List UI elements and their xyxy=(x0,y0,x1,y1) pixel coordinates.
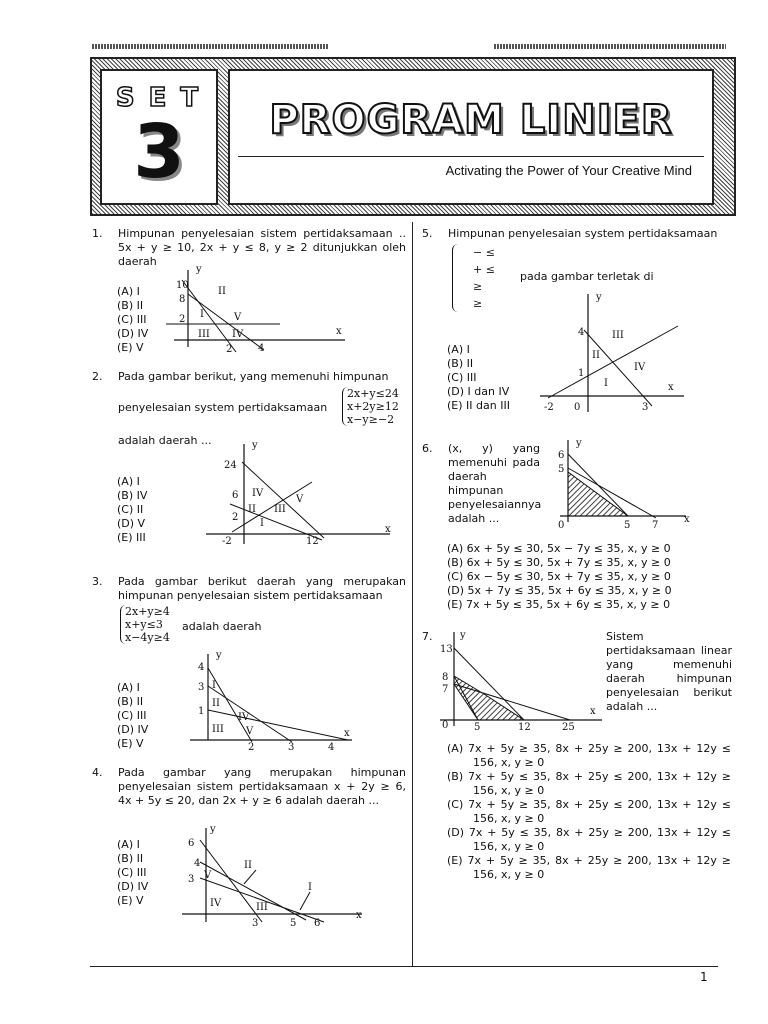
tick-0: 0 xyxy=(558,520,565,531)
region-V: V xyxy=(246,726,254,737)
option-c[interactable]: (C) III xyxy=(117,313,147,326)
tick-4: 4 xyxy=(194,858,201,869)
question-tail: adalah daerah xyxy=(182,620,262,633)
option-c[interactable]: (C) II xyxy=(117,503,144,516)
tick-2: 2 xyxy=(179,314,186,325)
option-c[interactable]: (C) III xyxy=(447,371,477,384)
page-number: 1 xyxy=(700,970,708,984)
q5-options xyxy=(447,343,510,413)
question-number: 1. xyxy=(92,227,103,240)
tick-x-3: 3 xyxy=(288,742,295,753)
x-label: x xyxy=(344,728,350,739)
question-tail: pada gambar terletak di xyxy=(520,270,654,283)
main-title: PROGRAM LINIER xyxy=(269,97,673,143)
option-d[interactable]: (D) IV xyxy=(117,880,149,893)
y-label: y xyxy=(460,630,466,641)
arrow-II xyxy=(244,870,256,884)
question-5-tail xyxy=(520,270,654,284)
q1-graph xyxy=(160,262,350,357)
question-text: Himpunan penyelesaian sistem pertidaksamaan .. 5x + y ≥ 10, 2x + y ≤ 8, y ≥ 2 ditunjukkan oleh daerah xyxy=(118,227,406,268)
x-label: x xyxy=(684,514,690,525)
q7-options xyxy=(447,742,731,882)
region-III: III xyxy=(274,504,286,515)
tick-0: 0 xyxy=(574,402,581,413)
tick-x-3: 3 xyxy=(252,918,259,929)
question-number: 7. xyxy=(422,630,433,643)
option-d[interactable]: (D) 5x + 7y ≤ 35, 5x + 6y ≤ 35, x, y ≥ 0 xyxy=(447,584,672,597)
subtitle: Activating the Power of Your Creative Mind xyxy=(445,163,692,178)
tick-x-12: 12 xyxy=(518,722,531,733)
option-c[interactable]: (C) III xyxy=(117,709,147,722)
question-text: (x, y) yang memenuhi pada daerah himpunan penyelesaiannya adalah ... xyxy=(448,442,542,525)
option-e[interactable]: (E) 7x + 5y ≤ 35, 5x + 6y ≤ 35, x, y ≥ 0 xyxy=(447,598,671,611)
option-d[interactable]: (D) 7x + 5y ≤ 35, 8x + 25y ≥ 200, 13x + 12y ≤ 156, x, y ≥ 0 xyxy=(447,826,731,853)
option-e[interactable]: (E) III xyxy=(117,531,146,544)
region-I: I xyxy=(604,378,608,389)
option-d[interactable]: (D) V xyxy=(117,517,146,530)
y-label: y xyxy=(210,824,216,835)
q5-graph xyxy=(538,290,688,420)
tick-x-4: 4 xyxy=(258,343,265,354)
ineq-2: x+y≤3 xyxy=(125,618,163,631)
ineq-2: x+2y≥12 xyxy=(347,400,399,413)
y-label: y xyxy=(216,650,222,661)
region-I: I xyxy=(260,518,264,529)
tick-3: 3 xyxy=(188,874,195,885)
region-I: I xyxy=(212,680,216,691)
region-IV: IV xyxy=(238,712,250,723)
question-text-b: penyelesaian system pertidaksamaan xyxy=(118,401,328,414)
shaded-region xyxy=(568,472,628,516)
y-label: y xyxy=(576,438,582,449)
ineq-1: 2x+y≥4 xyxy=(125,605,170,618)
tick-12: 12 xyxy=(306,536,319,547)
ineq-3: x−y≥−2 xyxy=(347,413,395,426)
ineq-1: 2x+y≤24 xyxy=(347,387,399,400)
top-decoration-left xyxy=(92,44,328,49)
tick-x-6: 6 xyxy=(314,918,321,929)
region-III: III xyxy=(212,724,224,735)
region-IV: IV xyxy=(210,898,222,909)
shaded-region xyxy=(454,676,524,720)
q7-graph xyxy=(430,628,606,736)
tick-neg2: -2 xyxy=(544,402,554,413)
tick-1: 1 xyxy=(198,706,205,717)
tick-x-2: 2 xyxy=(226,344,233,355)
option-d[interactable]: (D) IV xyxy=(117,327,149,340)
y-label: y xyxy=(252,440,258,451)
option-d[interactable]: (D) I dan IV xyxy=(447,385,510,398)
option-e[interactable]: (E) V xyxy=(117,737,144,750)
ineq-1: − ≤ xyxy=(473,246,495,259)
x-label: x xyxy=(336,326,342,337)
question-3-tail xyxy=(182,620,261,634)
q2-graph xyxy=(200,440,400,550)
q4-options xyxy=(117,838,148,908)
q3-options xyxy=(117,681,148,751)
tick-3: 3 xyxy=(642,402,649,413)
question-text: Sistem pertidaksamaan linear yang memenuhi daerah himpunan penyelesaian berikut adalah ... xyxy=(606,630,732,713)
q1-options xyxy=(117,285,148,355)
option-b[interactable]: (B) II xyxy=(117,852,144,865)
question-text: Pada gambar berikut daerah yang merupakan himpunan penyelesaian sistem pertidaksamaan xyxy=(118,575,406,602)
region-II: II xyxy=(248,504,256,515)
region-II: II xyxy=(592,350,600,361)
option-b[interactable]: (B) 6x + 5y ≤ 30, 5x + 7y ≤ 35, x, y ≥ 0 xyxy=(447,556,671,569)
tick-1: 1 xyxy=(578,368,585,379)
q3-system xyxy=(120,605,170,644)
q5-system xyxy=(452,244,495,312)
region-I: I xyxy=(200,309,204,320)
x-label: x xyxy=(385,524,391,535)
q3-graph xyxy=(188,652,358,752)
q4-graph xyxy=(180,826,370,930)
option-e[interactable]: (E) V xyxy=(117,341,144,354)
region-IV: IV xyxy=(634,362,646,373)
question-text: Himpunan penyelesaian system pertidaksamaan xyxy=(448,227,718,240)
tick-6: 6 xyxy=(558,450,565,461)
region-I: I xyxy=(308,882,312,893)
question-text: Pada gambar yang merupakan himpunan penyelesaian sistem pertidaksamaan x + 2y ≥ 6, 4x + 5y ≤ 20, dan 2x + y ≥ 6 adalah daerah ... xyxy=(118,766,406,807)
option-a[interactable]: (A) I xyxy=(117,285,140,298)
ineq-3: x−4y≥4 xyxy=(125,631,170,644)
tick-4: 4 xyxy=(198,662,205,673)
tick-x-5: 5 xyxy=(624,520,631,531)
header-banner xyxy=(90,57,736,216)
q2-system xyxy=(342,387,399,426)
line-5x-y xyxy=(182,280,236,352)
tick-2: 2 xyxy=(232,512,239,523)
region-III: III xyxy=(198,329,210,340)
region-II: II xyxy=(218,286,226,297)
tick-8: 8 xyxy=(442,672,449,683)
q6-options xyxy=(447,542,672,612)
y-label: y xyxy=(196,264,202,275)
region-II: II xyxy=(244,860,252,871)
bottom-rule xyxy=(90,966,718,967)
question-number: 2. xyxy=(92,370,103,383)
tick-24: 24 xyxy=(224,460,237,471)
region-III: III xyxy=(256,902,268,913)
option-b[interactable]: (B) II xyxy=(117,299,144,312)
option-b[interactable]: (B) IV xyxy=(117,489,148,502)
line-x-4y xyxy=(208,710,348,740)
question-number: 5. xyxy=(422,227,433,240)
option-a[interactable]: (A) I xyxy=(117,475,140,488)
tick-0: 0 xyxy=(442,720,449,731)
title-rule xyxy=(238,156,704,157)
region-IV: IV xyxy=(232,329,244,340)
tick-13: 13 xyxy=(440,644,453,655)
region-V: V xyxy=(234,312,242,323)
option-a[interactable]: (A) 6x + 5y ≤ 30, 5x − 7y ≤ 35, x, y ≥ 0 xyxy=(447,542,671,555)
x-label: x xyxy=(356,910,362,921)
set-label: SET xyxy=(115,83,213,113)
ineq-2: + ≤ xyxy=(473,263,495,276)
tick-x-2: 2 xyxy=(248,742,255,753)
option-c[interactable]: (C) 7x + 5y ≥ 35, 8x + 25y ≤ 200, 13x + 12y ≤ 156, x, y ≥ 0 xyxy=(447,798,731,825)
ineq-4: ≥ xyxy=(473,297,483,310)
set-box xyxy=(100,69,218,205)
option-e[interactable]: (E) 7x + 5y ≥ 35, 8x + 25y ≥ 200, 13x + 12y ≥ 156, x, y ≥ 0 xyxy=(447,854,731,881)
option-b[interactable]: (B) II xyxy=(447,357,474,370)
region-IV: IV xyxy=(252,488,264,499)
option-a[interactable]: (A) 7x + 5y ≥ 35, 8x + 25y ≥ 200, 13x + 12y ≤ 156, x, y ≥ 0 xyxy=(447,742,731,769)
arrow-I xyxy=(300,892,310,910)
x-label: x xyxy=(590,706,596,717)
tick-10: 10 xyxy=(176,280,189,291)
option-b[interactable]: (B) 7x + 5y ≤ 35, 8x + 25y ≤ 200, 13x + 12y ≥ 156, x, y ≥ 0 xyxy=(447,770,731,797)
tick-neg2: -2 xyxy=(222,536,232,547)
tick-3: 3 xyxy=(198,682,205,693)
question-text: Pada gambar berikut, yang memenuhi himpunan xyxy=(118,370,389,383)
tick-6: 6 xyxy=(188,838,195,849)
option-a[interactable]: (A) I xyxy=(117,681,140,694)
line-4x-5y xyxy=(200,862,306,920)
region-V: V xyxy=(296,494,304,505)
option-d[interactable]: (D) IV xyxy=(117,723,149,736)
tick-x-7: 7 xyxy=(652,520,659,531)
option-e[interactable]: (E) II dan III xyxy=(447,399,510,412)
option-a[interactable]: (A) I xyxy=(117,838,140,851)
question-text-c: adalah daerah ... xyxy=(118,434,212,447)
tick-x-5: 5 xyxy=(474,722,481,733)
q6-graph xyxy=(552,436,702,536)
option-e[interactable]: (E) V xyxy=(117,894,144,907)
tick-x-4: 4 xyxy=(328,742,335,753)
question-7-text xyxy=(606,630,732,714)
option-b[interactable]: (B) II xyxy=(117,695,144,708)
x-label: x xyxy=(668,382,674,393)
title-box xyxy=(228,69,714,205)
ineq-3: ≥ xyxy=(473,280,483,293)
tick-x-5: 5 xyxy=(290,918,297,929)
question-number: 4. xyxy=(92,766,103,779)
tick-4: 4 xyxy=(578,327,585,338)
option-a[interactable]: (A) I xyxy=(447,343,470,356)
question-2-line3 xyxy=(118,434,211,448)
tick-5: 5 xyxy=(558,464,565,475)
column-divider xyxy=(412,222,413,966)
tick-x-25: 25 xyxy=(562,722,575,733)
question-number: 6. xyxy=(422,442,433,455)
question-2-line2 xyxy=(118,401,327,415)
set-number: 3 xyxy=(133,109,185,195)
tick-7: 7 xyxy=(442,684,449,695)
region-V: V xyxy=(204,870,212,881)
q2-options xyxy=(117,475,147,545)
option-c[interactable]: (C) 6x − 5y ≤ 30, 5x + 7y ≤ 35, x, y ≥ 0 xyxy=(447,570,671,583)
tick-6: 6 xyxy=(232,490,239,501)
tick-8: 8 xyxy=(179,294,186,305)
y-label: y xyxy=(596,292,602,303)
question-number: 3. xyxy=(92,575,103,588)
option-c[interactable]: (C) III xyxy=(117,866,147,879)
top-decoration-right xyxy=(494,44,726,49)
region-III: III xyxy=(612,330,624,341)
region-II: II xyxy=(212,698,220,709)
line-2x-y xyxy=(188,294,264,350)
